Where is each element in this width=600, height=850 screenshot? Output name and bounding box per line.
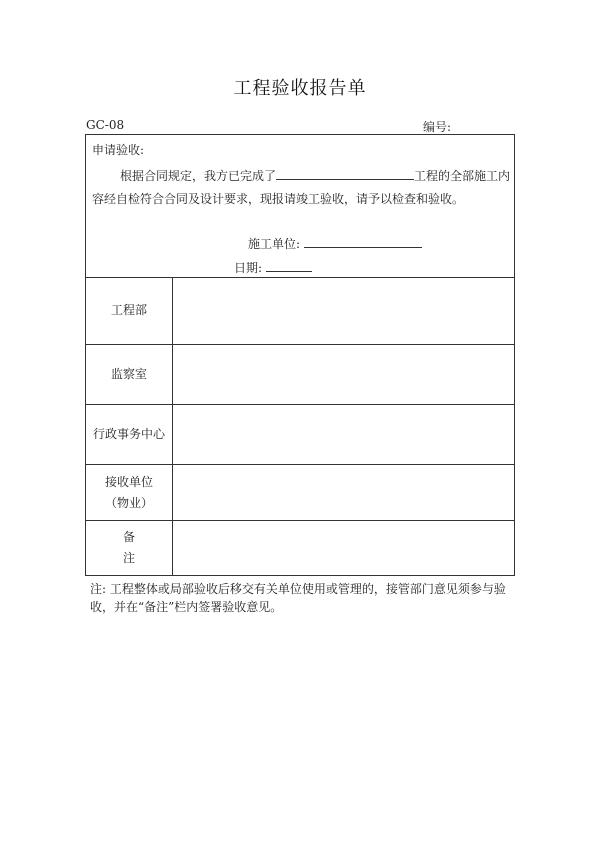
construction-unit-blank[interactable]	[304, 235, 422, 248]
application-text	[92, 165, 512, 211]
row-admin-center	[86, 405, 514, 465]
application-text-end: 工程的全部施工内容经自检符合合同及设计要求，现报请竣工验收，请予以检查和验收。	[92, 169, 511, 206]
opinion-field-admin-center[interactable]	[173, 405, 514, 464]
opinion-field-supervision-office[interactable]	[173, 345, 514, 404]
number-label: 编号:	[423, 120, 452, 134]
application-label: 申请验收:	[92, 143, 145, 157]
date-blank[interactable]	[266, 259, 312, 272]
row-label-supervision-office: 监察室	[110, 367, 147, 381]
application-section	[86, 135, 514, 278]
row-label-receiving-unit: 接收单位	[104, 474, 153, 489]
row-label-remarks-2: 注	[122, 551, 135, 565]
application-text-start: 根据合同规定，我方已完成了	[120, 169, 277, 183]
row-supervision-office	[86, 345, 514, 405]
construction-unit-line	[248, 235, 422, 252]
date-line	[234, 259, 312, 276]
row-label-remarks-1: 备	[122, 530, 135, 544]
row-label-engineering-dept: 工程部	[110, 303, 147, 317]
acceptance-form-table	[85, 134, 515, 576]
form-title: 工程验收报告单	[233, 78, 367, 99]
opinion-field-engineering-dept[interactable]	[173, 277, 514, 344]
row-receiving-unit	[86, 465, 514, 521]
row-remarks	[86, 521, 514, 575]
row-label-admin-center: 行政事务中心	[92, 427, 165, 441]
opinion-field-receiving-unit[interactable]	[173, 465, 514, 520]
form-code: GC-08	[86, 118, 125, 132]
row-engineering-dept	[86, 277, 514, 345]
project-name-blank[interactable]	[276, 167, 414, 180]
remarks-field[interactable]	[173, 521, 514, 575]
row-sublabel-property: （物业）	[104, 495, 153, 510]
construction-unit-label: 施工单位:	[248, 237, 301, 251]
footnote: 注: 工程整体或局部验收后移交有关单位使用或管理的，接管部门意见须参与验收，并在“备注”栏内签署验收意见。	[90, 582, 506, 614]
date-label: 日期:	[234, 261, 263, 275]
